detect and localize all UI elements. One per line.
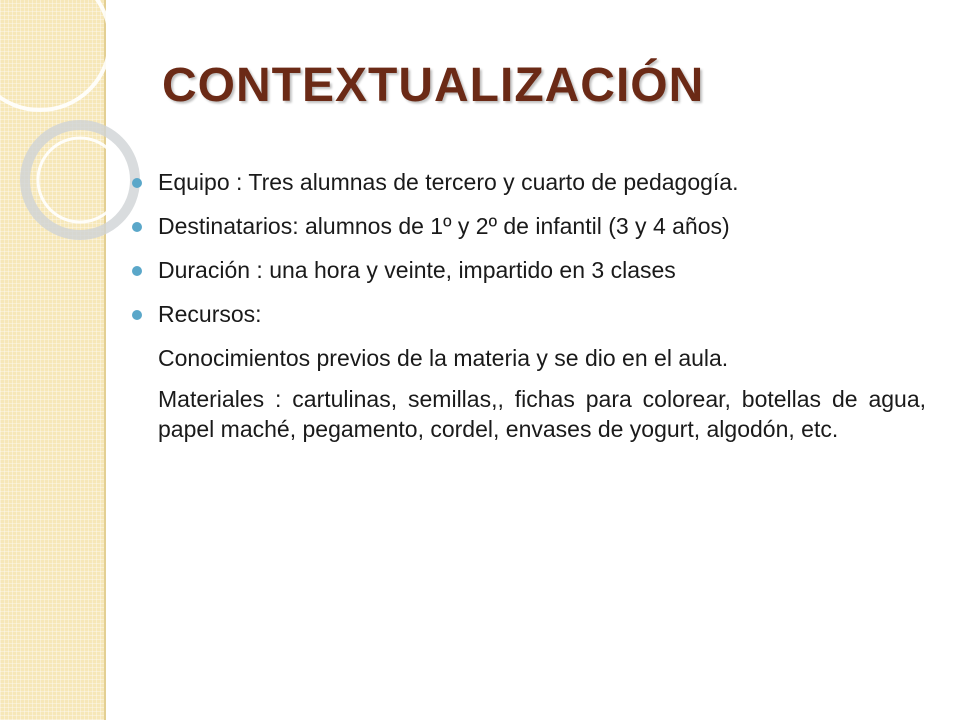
bullet-text-duracion: Duración : una hora y veinte, impartido en 3 clases <box>158 256 676 283</box>
paragraph-conocimientos: Conocimientos previos de la materia y se dio en el aula. <box>158 344 729 371</box>
paragraph-materiales: Materiales : cartulinas, semillas,, fichas para colorear, botellas de agua, papel maché, pegamento, cordel, envases de yogurt, algodón, etc. <box>158 386 926 443</box>
slide-content <box>130 168 926 457</box>
bullet-list <box>130 168 926 330</box>
decorative-circle-inner <box>38 138 122 222</box>
bullet-text-equipo: Equipo : Tres alumnas de tercero y cuarto de pedagogía. <box>158 169 739 195</box>
bullet-dot-icon <box>132 310 142 320</box>
decorative-circle-large <box>0 0 110 110</box>
bullet-dot-icon <box>132 222 142 232</box>
bullet-dot-icon <box>132 178 142 188</box>
slide-title: CONTEXTUALIZACIÓN <box>162 59 705 112</box>
bullet-dot-icon <box>132 266 142 276</box>
bullet-text-recursos: Recursos: <box>158 300 262 327</box>
bullet-text-destinatarios: Destinatarios: alumnos de 1º y 2º de infantil (3 y 4 años) <box>158 212 730 239</box>
bullet-item <box>130 212 926 242</box>
bullet-item <box>130 168 926 198</box>
bullet-item <box>130 300 926 330</box>
bullet-item <box>130 256 926 286</box>
decorative-circle-small <box>25 125 135 235</box>
decorative-circles <box>0 0 140 260</box>
